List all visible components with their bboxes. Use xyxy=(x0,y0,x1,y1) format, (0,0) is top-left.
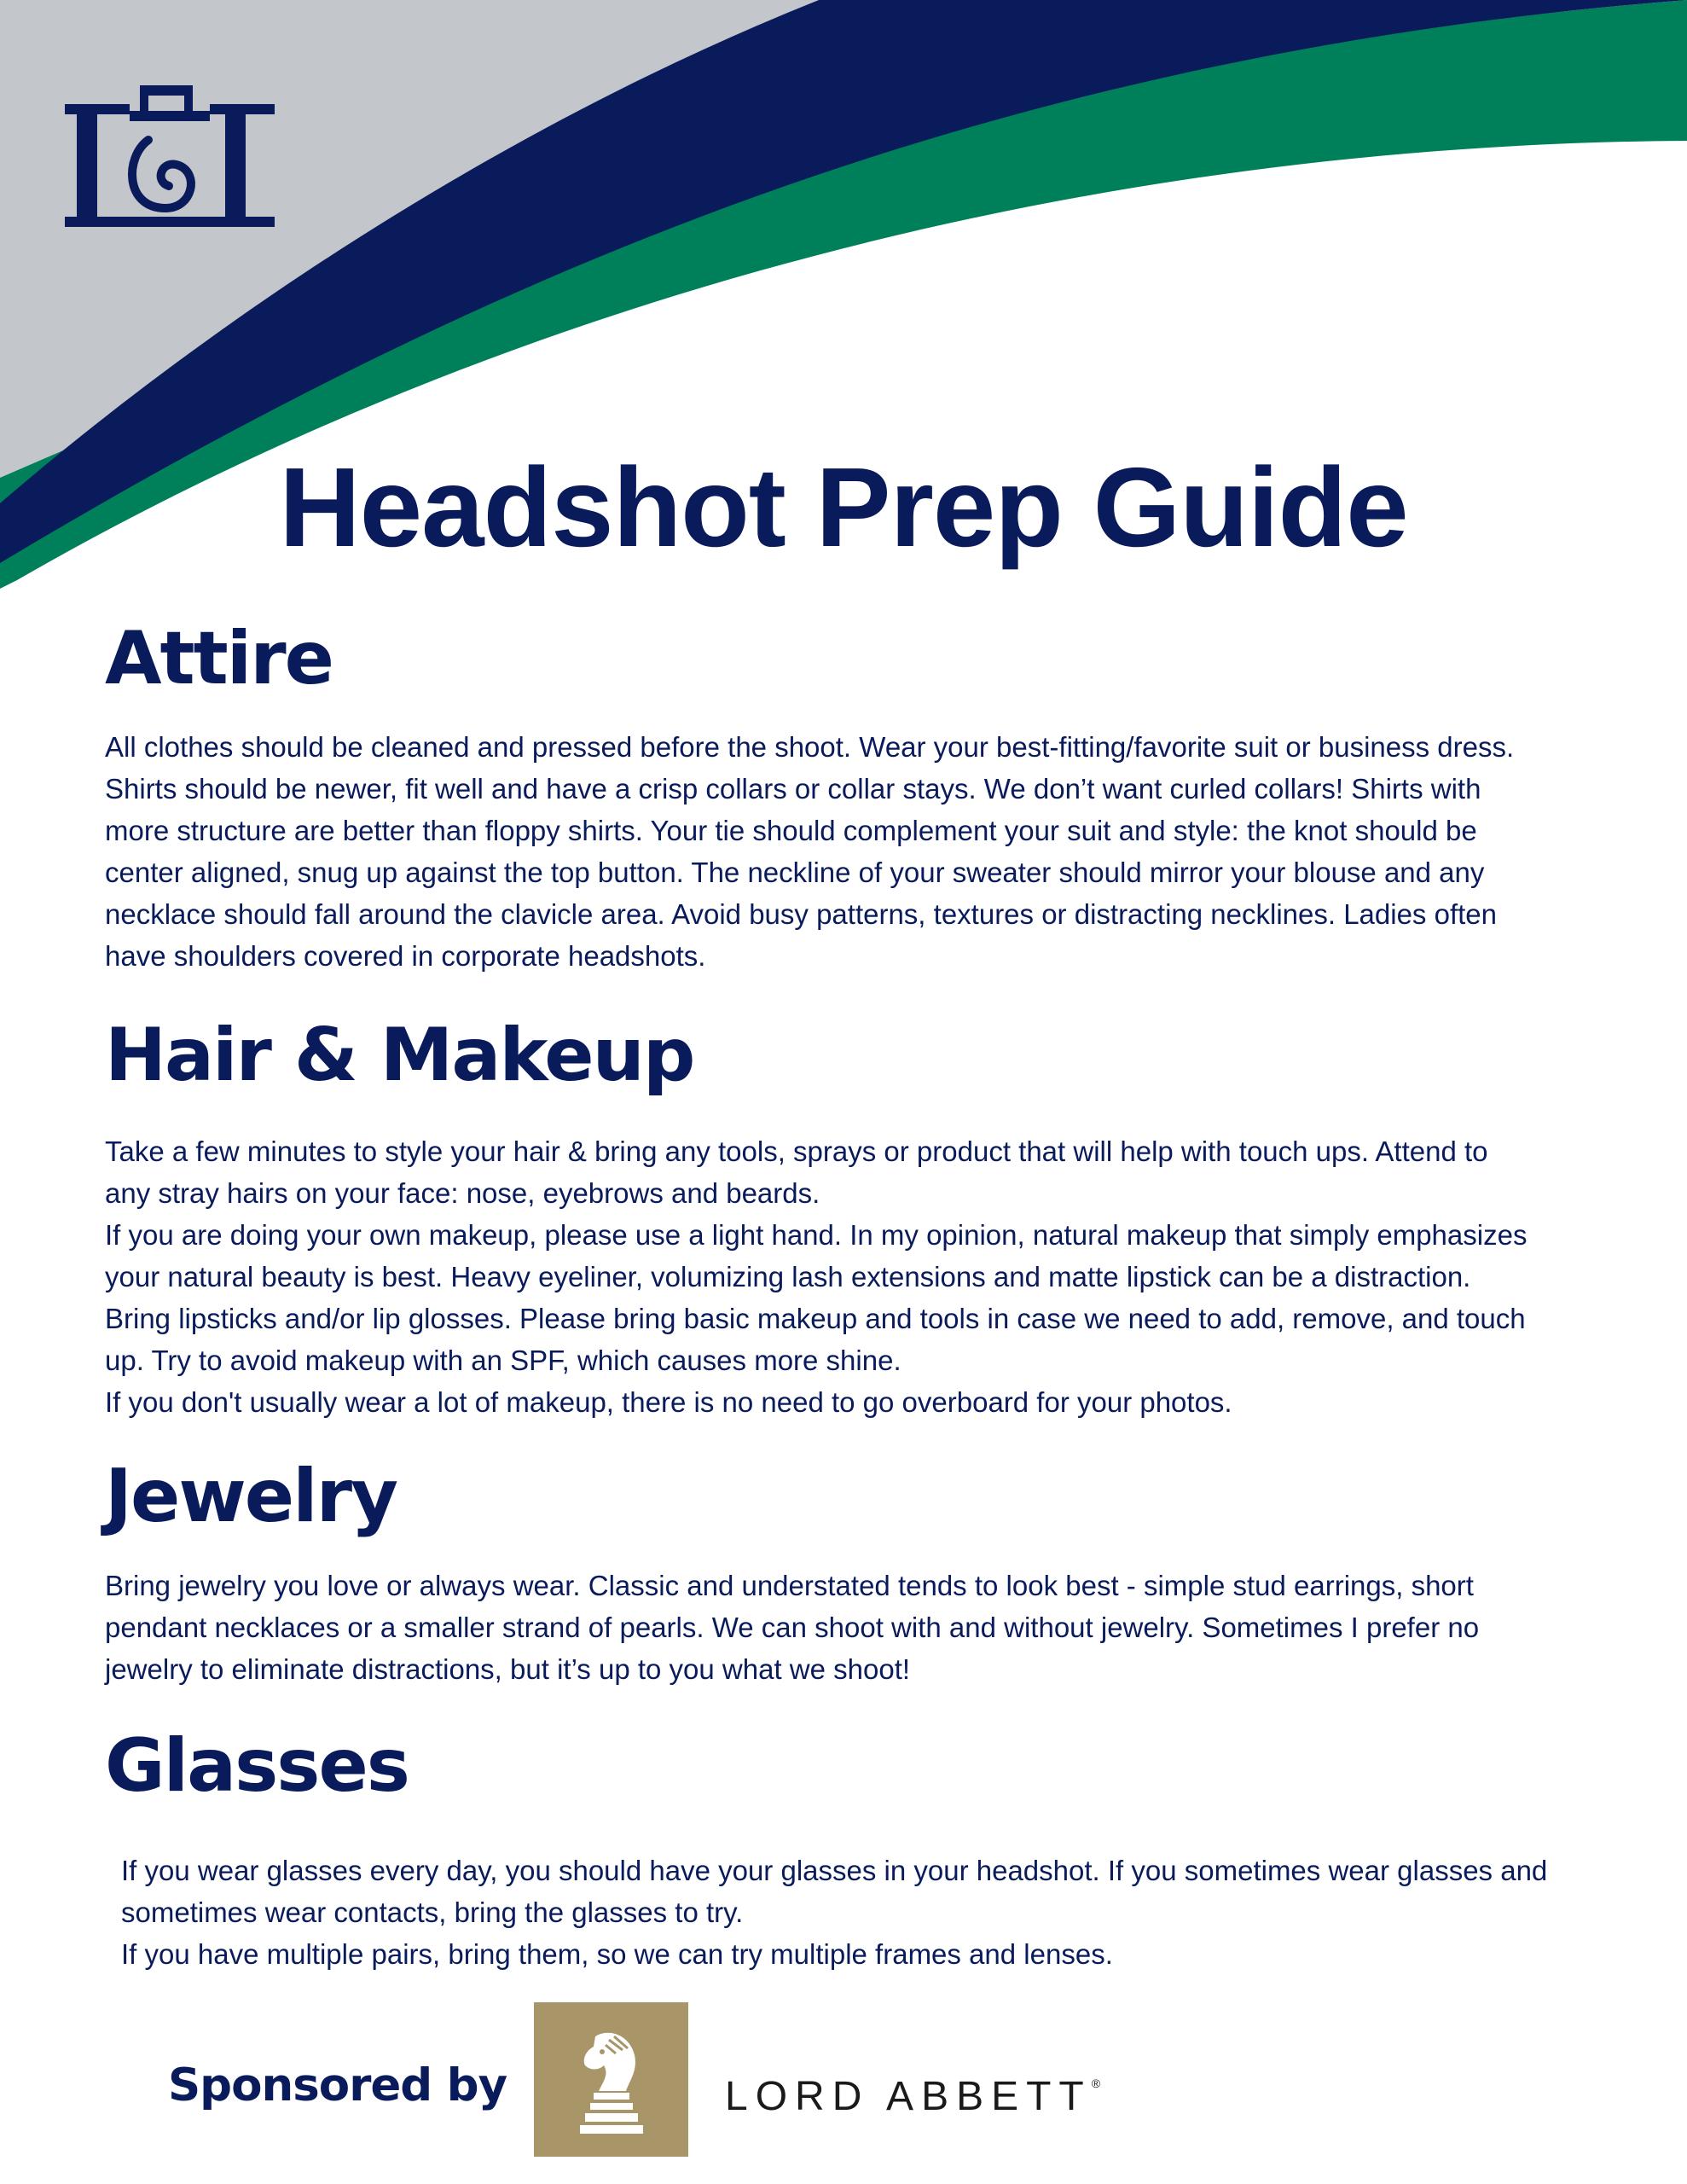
body-line: If you are doing your own makeup, please use a light hand. In my opinion, natural makeup that simply emphasizes xyxy=(105,1219,1528,1251)
section-body-attire xyxy=(105,726,1632,977)
sponsor-name xyxy=(725,2058,1100,2123)
sponsor-label: Sponsored by xyxy=(168,2059,507,2111)
section-heading-glasses: Glasses xyxy=(105,1723,409,1809)
body-line: more structure are better than floppy shirts. Your tie should complement your suit and style: the knot should be xyxy=(105,815,1477,846)
body-line: center aligned, snug up against the top button. The neckline of your sweater should mirror your blouse and any xyxy=(105,857,1485,888)
body-line: have shoulders covered in corporate headshots. xyxy=(105,940,706,972)
body-line: If you wear glasses every day, you should have your glasses in your headshot. If you sometimes wear glasses and xyxy=(121,1855,1548,1886)
section-heading-hair-makeup: Hair & Makeup xyxy=(105,1013,694,1098)
body-line: necklace should fall around the clavicle area. Avoid busy patterns, textures or distracting necklines. Ladies often xyxy=(105,898,1498,930)
sponsor-name-text: LORD ABBETT xyxy=(725,2074,1092,2119)
section-heading-jewelry: Jewelry xyxy=(105,1454,397,1539)
body-line: Bring jewelry you love or always wear. Classic and understated tends to look best - simple stud earrings, short xyxy=(105,1570,1474,1601)
body-line: sometimes wear contacts, bring the glasses to try. xyxy=(121,1896,744,1928)
registered-mark: ® xyxy=(1091,2077,1101,2090)
body-line: Shirts should be newer, fit well and have a crisp collars or collar stays. We don’t want curled collars! Shirts with xyxy=(105,773,1481,804)
body-line: up. Try to avoid makeup with an SPF, which causes more shine. xyxy=(105,1345,901,1376)
section-heading-attire: Attire xyxy=(105,616,333,701)
body-line: Take a few minutes to style your hair & bring any tools, sprays or product that will help with touch ups. Attend to xyxy=(105,1136,1488,1167)
section-body-jewelry xyxy=(105,1565,1632,1690)
body-line: jewelry to eliminate distractions, but it’s up to you what we shoot! xyxy=(105,1653,911,1685)
body-line: Bring lipsticks and/or lip glosses. Please bring basic makeup and tools in case we need to add, remove, and touch xyxy=(105,1303,1526,1334)
body-line: All clothes should be cleaned and pressed before the shoot. Wear your best-fitting/favorite suit or business dress. xyxy=(105,731,1515,763)
sponsor-logo-badge xyxy=(534,2002,688,2157)
page-title: Headshot Prep Guide xyxy=(279,444,1408,570)
body-line: your natural beauty is best. Heavy eyeliner, volumizing lash extensions and matte lipstick can be a distraction. xyxy=(105,1261,1471,1292)
section-body-hair-makeup xyxy=(105,1130,1632,1423)
body-line: If you don't usually wear a lot of makeup, there is no need to go overboard for your photos. xyxy=(105,1386,1232,1418)
body-line: pendant necklaces or a smaller strand of pearls. We can shoot with and without jewelry. Sometimes I prefer no xyxy=(105,1612,1480,1643)
body-line: any stray hairs on your face: nose, eyebrows and beards. xyxy=(105,1177,820,1209)
section-body-glasses xyxy=(121,1850,1648,1975)
camera-monogram-logo xyxy=(65,80,275,234)
chess-knight-icon xyxy=(534,2002,688,2157)
body-line: If you have multiple pairs, bring them, so we can try multiple frames and lenses. xyxy=(121,1938,1113,1970)
